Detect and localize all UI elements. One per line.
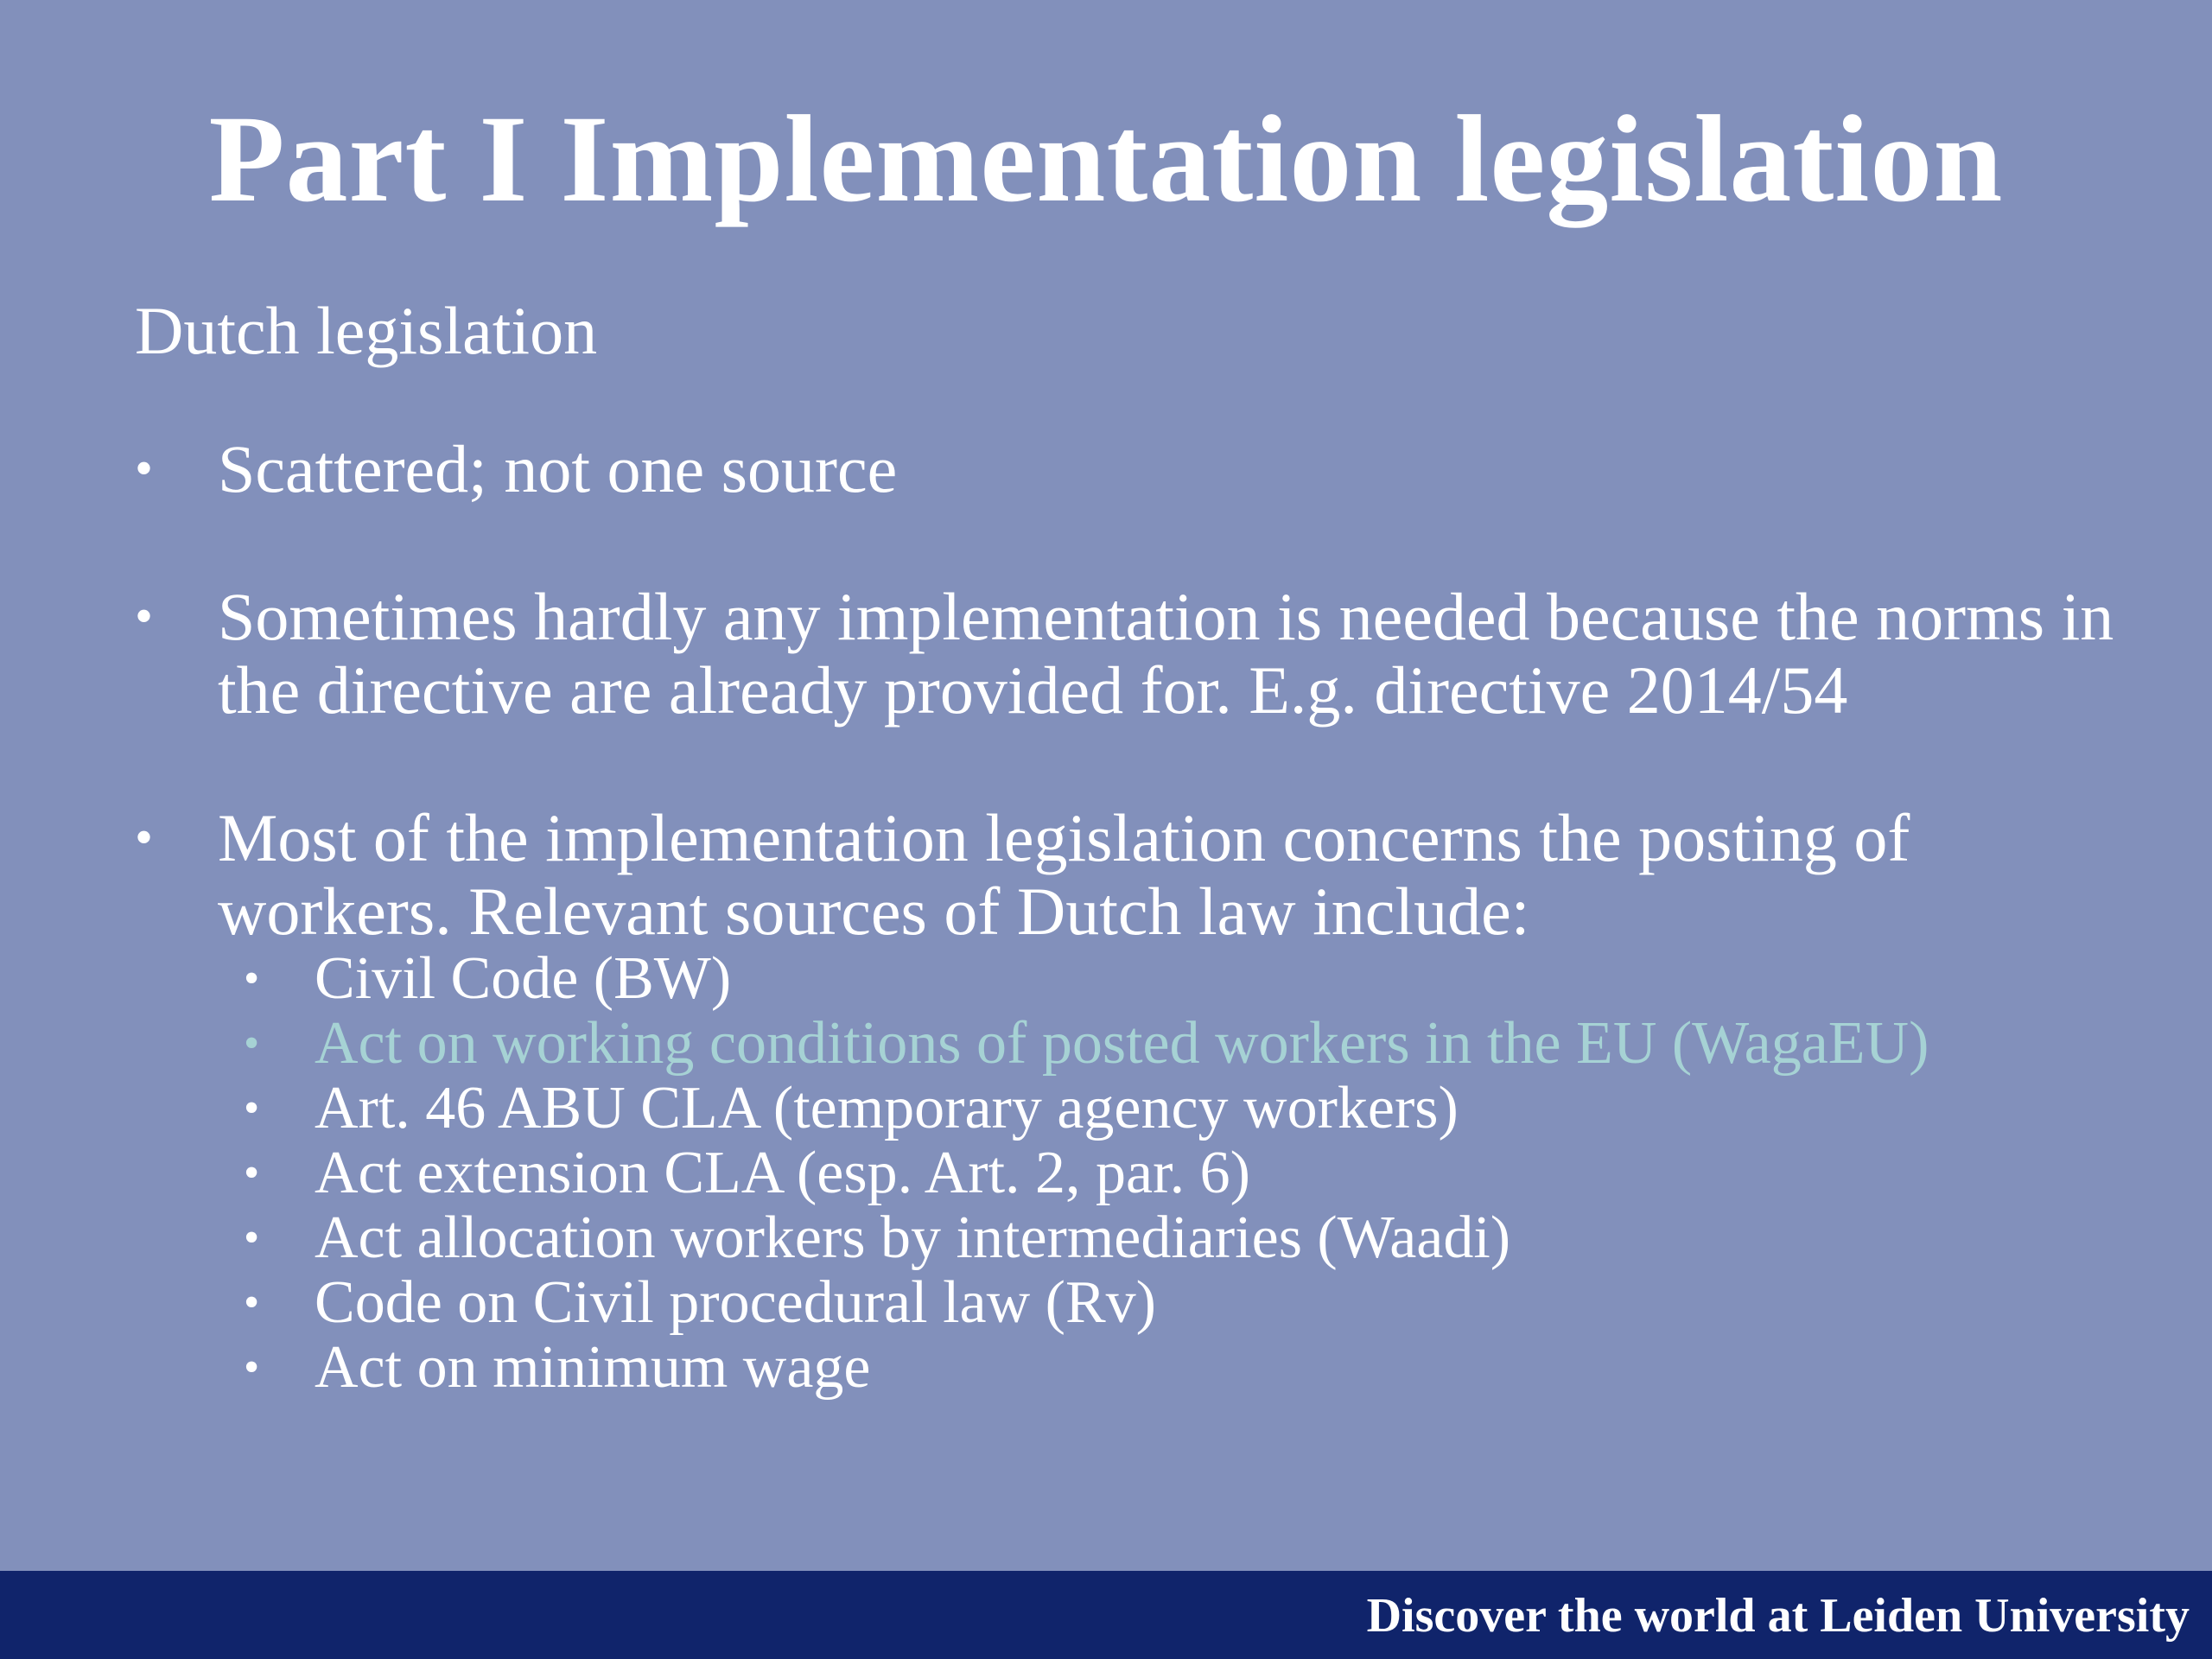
sub-bullet-text: Act allocation workers by intermediaries (Waadi): [315, 1205, 1511, 1271]
bullet-item: [135, 432, 2148, 505]
sub-bullet-dot-icon: •: [244, 1084, 260, 1133]
sub-bullet-dot-icon: •: [244, 1343, 260, 1392]
footer-bar: [0, 1571, 2212, 1659]
bullet-text: Sometimes hardly any implementation is needed because the norms in the directive are already provided for. E.g. directive 2014/54: [218, 579, 2114, 728]
bullet-text: Most of the implementation legislation concerns the posting of workers. Relevant sources of Dutch law include:: [218, 800, 1910, 949]
footer-tagline: Discover the world at Leiden University: [1366, 1589, 2190, 1643]
bullet-list: [135, 432, 2148, 1400]
sub-bullet-text: Code on Civil procedural law (Rv): [315, 1269, 1156, 1336]
sub-bullet-item: [218, 1141, 2148, 1205]
sub-bullet-text: Act on minimum wage: [315, 1334, 871, 1401]
slide-subtitle: Dutch legislation: [135, 293, 598, 368]
sub-bullet-dot-icon: •: [244, 1278, 260, 1327]
sub-bullet-text: Civil Code (BW): [315, 945, 732, 1012]
bullet-item: [135, 801, 2148, 1400]
sub-bullet-dot-icon: •: [244, 954, 260, 1003]
sub-bullet-text: Act extension CLA (esp. Art. 2, par. 6): [315, 1140, 1250, 1206]
sub-bullet-item: [218, 1335, 2148, 1400]
sub-bullet-dot-icon: •: [244, 1148, 260, 1198]
sub-bullet-dot-icon: •: [244, 1213, 260, 1262]
bullet-text: Scattered; not one source: [218, 431, 898, 506]
sub-bullet-item: [218, 1270, 2148, 1335]
slide-title: Part I Implementation legislation: [208, 91, 2004, 228]
sub-bullet-dot-icon: •: [244, 1019, 260, 1068]
bullet-item: [135, 580, 2148, 727]
sub-bullet-item-highlighted: [218, 1011, 2148, 1076]
sub-bullet-text: Act on working conditions of posted workers in the EU (WagaEU): [315, 1010, 1929, 1077]
sub-bullet-item: [218, 1076, 2148, 1141]
bullet-dot-icon: •: [135, 588, 154, 645]
sub-bullet-list: [218, 946, 2148, 1400]
bullet-dot-icon: •: [135, 809, 154, 866]
sub-bullet-item: [218, 1205, 2148, 1270]
sub-bullet-text: Art. 46 ABU CLA (temporary agency workers): [315, 1075, 1459, 1141]
sub-bullet-item: [218, 946, 2148, 1011]
bullet-dot-icon: •: [135, 440, 154, 497]
